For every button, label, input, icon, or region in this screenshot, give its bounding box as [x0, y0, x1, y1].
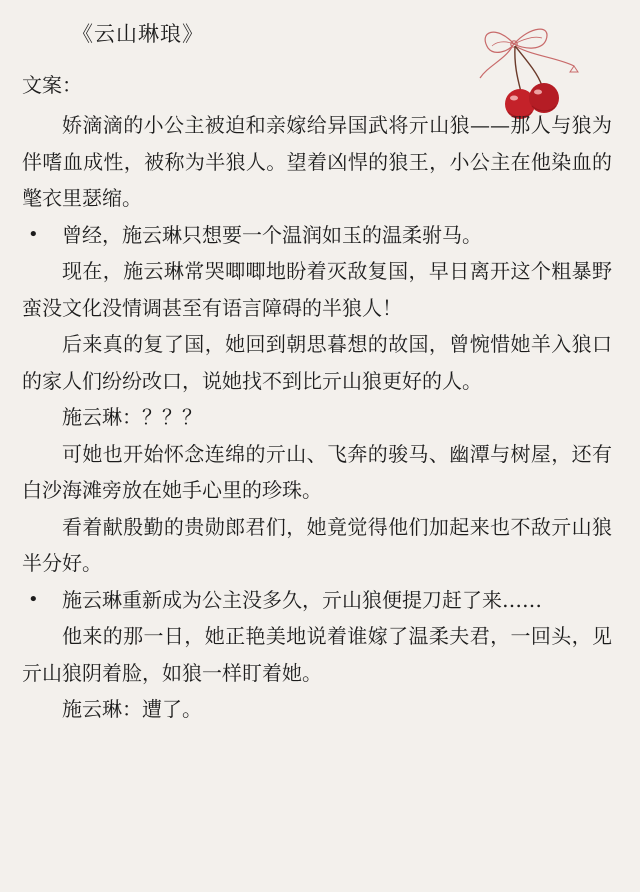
paragraph-2 — [22, 217, 612, 254]
section-heading: 文案： — [22, 73, 82, 97]
paragraph-10: 施云琳：遭了。 — [62, 697, 202, 721]
paragraph-7: 看着献殷勤的贵勋郎君们，她竟觉得他们加起来也不敌亓山狼半分好。 — [22, 514, 612, 575]
paragraph-8 — [22, 582, 612, 619]
paragraph-1: 娇滴滴的小公主被迫和亲嫁给异国武将亓山狼——那人与狼为伴嗜血成性，被称为半狼人。望着凶悍的狼王，小公主在他染血的氅衣里瑟缩。 — [22, 113, 612, 210]
paragraph-4: 后来真的复了国，她回到朝思暮想的故国，曾惋惜她羊入狼口的家人们纷纷改口，说她找不到比亓山狼更好的人。 — [22, 332, 612, 393]
bullet-icon: • — [28, 223, 39, 245]
paragraph-3: 现在，施云琳常哭唧唧地盼着灭敌复国，早日离开这个粗暴野蛮没文化没情调甚至有语言障碍的半狼人！ — [22, 259, 612, 320]
paragraph-8-text: 施云琳重新成为公主没多久，亓山狼便提刀赶了来…… — [62, 587, 542, 612]
document-title: 《云山琳琅》 — [72, 22, 204, 46]
bullet-icon: • — [28, 588, 39, 610]
paragraph-9: 他来的那一日，她正艳美地说着谁嫁了温柔夫君，一回头，见亓山狼阴着脸，如狼一样盯着她。 — [22, 624, 612, 685]
paragraph-5: 施云琳：？？？ — [62, 405, 202, 429]
paragraph-6: 可她也开始怀念连绵的亓山、飞奔的骏马、幽潭与树屋，还有白沙海滩旁放在她手心里的珍珠。 — [22, 441, 612, 502]
synopsis-body — [22, 107, 612, 728]
paragraph-2-text: 曾经，施云琳只想要一个温润如玉的温柔驸马。 — [62, 222, 482, 247]
